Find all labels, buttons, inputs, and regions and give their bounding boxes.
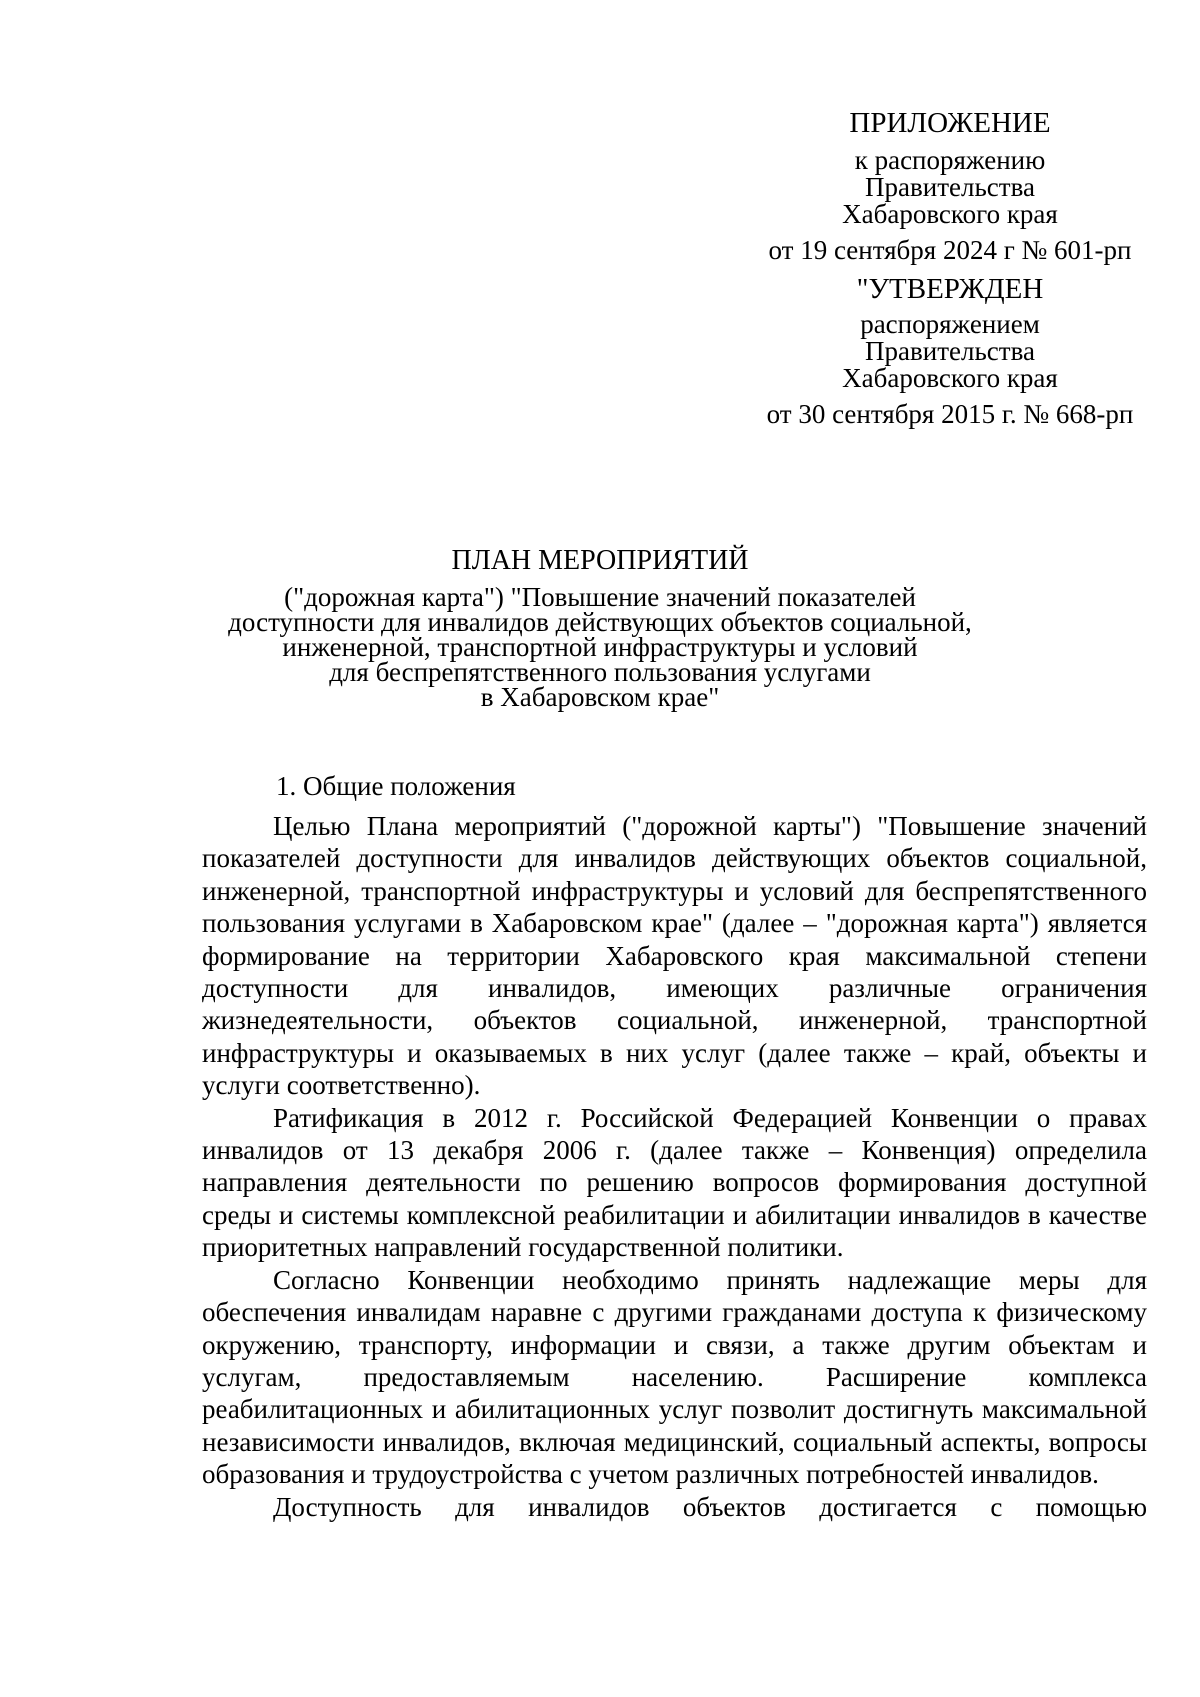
plan-subtitle-line: инженерной, транспортной инфраструктуры и условий xyxy=(282,632,918,662)
plan-subtitle-line: в Хабаровском крае" xyxy=(480,682,720,712)
plan-subtitle-line: для беспрепятственного пользования услугами xyxy=(329,657,871,687)
approved-heading: "УТВЕРЖДЕН xyxy=(856,273,1044,305)
approved-date: от 30 сентября 2015 г. № 668-рп xyxy=(766,399,1134,429)
plan-title: ПЛАН МЕРОПРИЯТИЙ xyxy=(451,545,749,576)
approved-line-3: Хабаровского края xyxy=(842,363,1058,393)
plan-subtitle-line: ("дорожная карта") "Повышение значений показателей xyxy=(284,582,916,612)
document-body xyxy=(202,810,1147,1523)
body-paragraph: Согласно Конвенции необходимо принять надлежащие меры для обеспечения инвалидам наравне с другими гражданами доступа к физическому окружению, транспорту, информации и связи, а также другим объектам и услугам, предоставляемым населению. Расширение комплекса реабилитационных и абилитационных услуг позволит достигнуть максимальной независимости инвалидов, включая медицинский, социальный аспекты, вопросы образования и трудоустройства с учетом различных потребностей инвалидов. xyxy=(202,1264,1147,1490)
plan-subtitle-line: доступности для инвалидов действующих объектов социальной, xyxy=(228,607,972,637)
plan-title-block xyxy=(160,545,1040,710)
section-heading: 1. Общие положения xyxy=(276,771,516,801)
body-paragraph: Ратификация в 2012 г. Российской Федерацией Конвенции о правах инвалидов от 13 декабря 2006 г. (далее также – Конвенция) определила направления деятельности по решению вопросов формирования доступной среды и системы комплексной реабилитации и абилитации инвалидов в качестве приоритетных направлений государственной политики. xyxy=(202,1102,1147,1263)
body-paragraph: Доступность для инвалидов объектов достигается с помощью xyxy=(273,1491,1147,1522)
approved-line-2: Правительства xyxy=(865,336,1035,366)
appendix-block xyxy=(740,107,1160,428)
appendix-line-2: Правительства xyxy=(865,172,1035,202)
body-paragraph: Целью Плана мероприятий ("дорожной карты") "Повышение значений показателей доступности для инвалидов действующих объектов социальной, инженерной, транспортной инфраструктуры и условий для беспрепятственного пользования услугами в Хабаровском крае" (далее – "дорожная карта") является формирование на территории Хабаровского края максимальной степени доступности для инвалидов, имеющих различные ограничения жизнедеятельности, объектов социальной, инженерной, транспортной инфраструктуры и оказываемых в них услуг (далее также – край, объекты и услуги соответственно). xyxy=(202,811,1147,1101)
approved-line-1: распоряжением xyxy=(860,309,1040,339)
appendix-date: от 19 сентября 2024 г № 601-рп xyxy=(768,235,1132,265)
appendix-line-1: к распоряжению xyxy=(854,145,1046,175)
appendix-line-3: Хабаровского края xyxy=(842,199,1058,229)
appendix-heading: ПРИЛОЖЕНИЕ xyxy=(849,107,1051,139)
